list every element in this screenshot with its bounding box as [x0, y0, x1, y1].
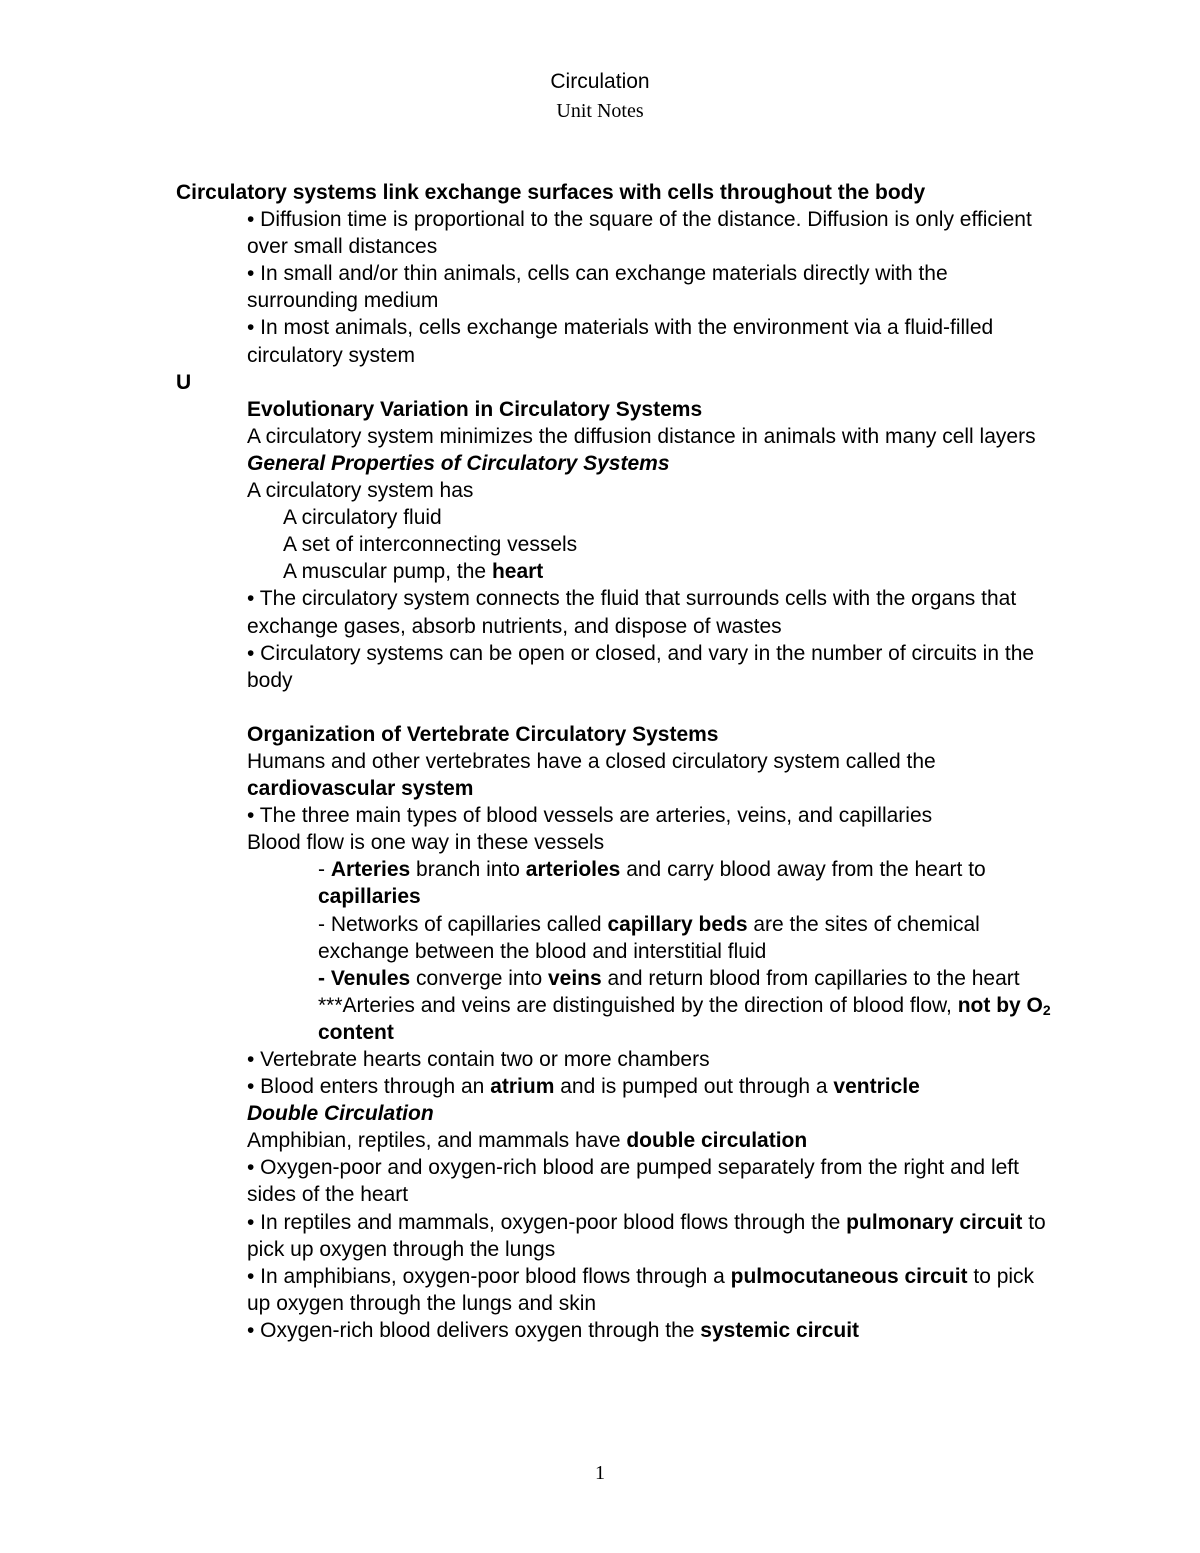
arteries-b2: arterioles — [525, 858, 621, 882]
arteries-b3: capillaries — [318, 885, 421, 909]
stray-letter: U — [176, 370, 192, 394]
component-pump — [176, 558, 1056, 585]
note-b1: not by O — [957, 993, 1043, 1017]
bullet-chambers: • Vertebrate hearts contain two or more chambers — [247, 1048, 710, 1071]
bullet-open-closed: • Circulatory systems can be open or closed, and vary in the number of circuits in the body — [247, 641, 1035, 692]
bullet-pulmonary — [176, 1209, 1056, 1263]
pump-bold: heart — [491, 560, 544, 584]
line-system-has: A circulatory system has — [247, 479, 474, 503]
systemic-t1: • Oxygen-rich blood delivers oxygen through the — [247, 1318, 701, 1342]
bullet-small-animals: • In small and/or thin animals, cells can exchange materials directly with the surrounding medium — [247, 262, 948, 313]
item-arteries — [176, 856, 1056, 910]
pulmonary-b1: pulmonary circuit — [846, 1210, 1023, 1234]
capillaries-t1: - Networks of capillaries called — [318, 912, 608, 936]
closed-system-bold: cardiovascular system — [247, 777, 474, 801]
item-note-direction — [176, 992, 1056, 1046]
arteries-b1: Arteries — [330, 858, 411, 882]
atrium-b2: ventricle — [833, 1075, 920, 1099]
pulmocutaneous-b1: pulmocutaneous circuit — [730, 1264, 968, 1288]
note-b2: content — [318, 1020, 394, 1044]
arteries-t1: - — [318, 858, 331, 882]
paragraph-double-circulation — [176, 1127, 1056, 1154]
line-one-way-flow: Blood flow is one way in these vessels — [247, 831, 605, 855]
atrium-t1: • Blood enters through an — [247, 1075, 491, 1099]
document-title: Circulation — [550, 70, 650, 93]
note-t1: ***Arteries and veins are distinguished by the direction of blood flow, — [318, 993, 958, 1017]
item-capillaries — [176, 911, 1056, 965]
arteries-t2: branch into — [410, 858, 526, 882]
document-subtitle: Unit Notes — [556, 100, 644, 122]
venules-t1: converge into — [410, 966, 548, 990]
section-heading-evolutionary-variation: Evolutionary Variation in Circulatory Systems — [247, 397, 703, 421]
pulmonary-t2: to pick up oxygen through the lungs — [247, 1210, 1046, 1261]
closed-system-text: Humans and other vertebrates have a closed circulatory system called the — [247, 749, 936, 773]
bullet-pulmocutaneous — [176, 1263, 1056, 1317]
pulmocutaneous-t1: • In amphibians, oxygen-poor blood flows through a — [247, 1264, 731, 1288]
double-bold: double circulation — [626, 1129, 808, 1153]
capillaries-t2: are the sites of chemical exchange between the blood and interstitial fluid — [318, 912, 980, 963]
bullet-vessel-types: • The three main types of blood vessels are arteries, veins, and capillaries — [247, 804, 933, 828]
systemic-b1: systemic circuit — [700, 1318, 860, 1342]
note-subscript: 2 — [1042, 1001, 1051, 1018]
page-number: 1 — [595, 1462, 605, 1484]
item-venules — [176, 965, 1056, 992]
section-heading-circulatory-systems: Circulatory systems link exchange surfaces with cells throughout the body — [176, 181, 926, 204]
bullet-pumped-separately: • Oxygen-poor and oxygen-rich blood are pumped separately from the right and left sides of the heart — [247, 1156, 1019, 1207]
capillaries-b1: capillary beds — [607, 912, 748, 936]
bullet-most-animals: • In most animals, cells exchange materials with the environment via a fluid-filled circulatory system — [247, 316, 994, 367]
paragraph-diffusion-distance: A circulatory system minimizes the diffusion distance in animals with many cell layers — [247, 424, 1036, 448]
atrium-t2: and is pumped out through a — [554, 1075, 834, 1099]
section-heading-vertebrate-organization: Organization of Vertebrate Circulatory Systems — [247, 722, 719, 746]
bullet-atrium-ventricle — [176, 1073, 1056, 1100]
pump-text: A muscular pump, the — [283, 560, 492, 584]
venules-t2: and return blood from capillaries to the heart — [601, 966, 1020, 990]
bullet-systemic — [176, 1317, 1056, 1344]
subheading-double-circulation: Double Circulation — [247, 1102, 434, 1126]
paragraph-closed-system — [176, 748, 1056, 802]
bullet-diffusion-time: • Diffusion time is proportional to the square of the distance. Diffusion is only efficient over small distances — [247, 208, 1032, 259]
venules-b1: - Venules — [318, 966, 411, 990]
pulmonary-t1: • In reptiles and mammals, oxygen-poor blood flows through the — [247, 1210, 847, 1234]
component-fluid: A circulatory fluid — [283, 506, 442, 530]
venules-b2: veins — [547, 966, 602, 990]
document-body — [176, 179, 1056, 1344]
pulmocutaneous-t2: to pick up oxygen through the lungs and skin — [247, 1264, 1035, 1315]
subheading-general-properties: General Properties of Circulatory Systems — [247, 451, 670, 475]
atrium-b1: atrium — [490, 1075, 555, 1099]
arteries-t3: and carry blood away from the heart to — [620, 858, 986, 882]
component-vessels: A set of interconnecting vessels — [283, 533, 578, 557]
bullet-connects-fluid: • The circulatory system connects the fluid that surrounds cells with the organs that exchange gases, absorb nutrients, and dispose of wastes — [247, 587, 1017, 638]
blank-line — [176, 694, 1056, 721]
double-text: Amphibian, reptiles, and mammals have — [247, 1129, 627, 1153]
